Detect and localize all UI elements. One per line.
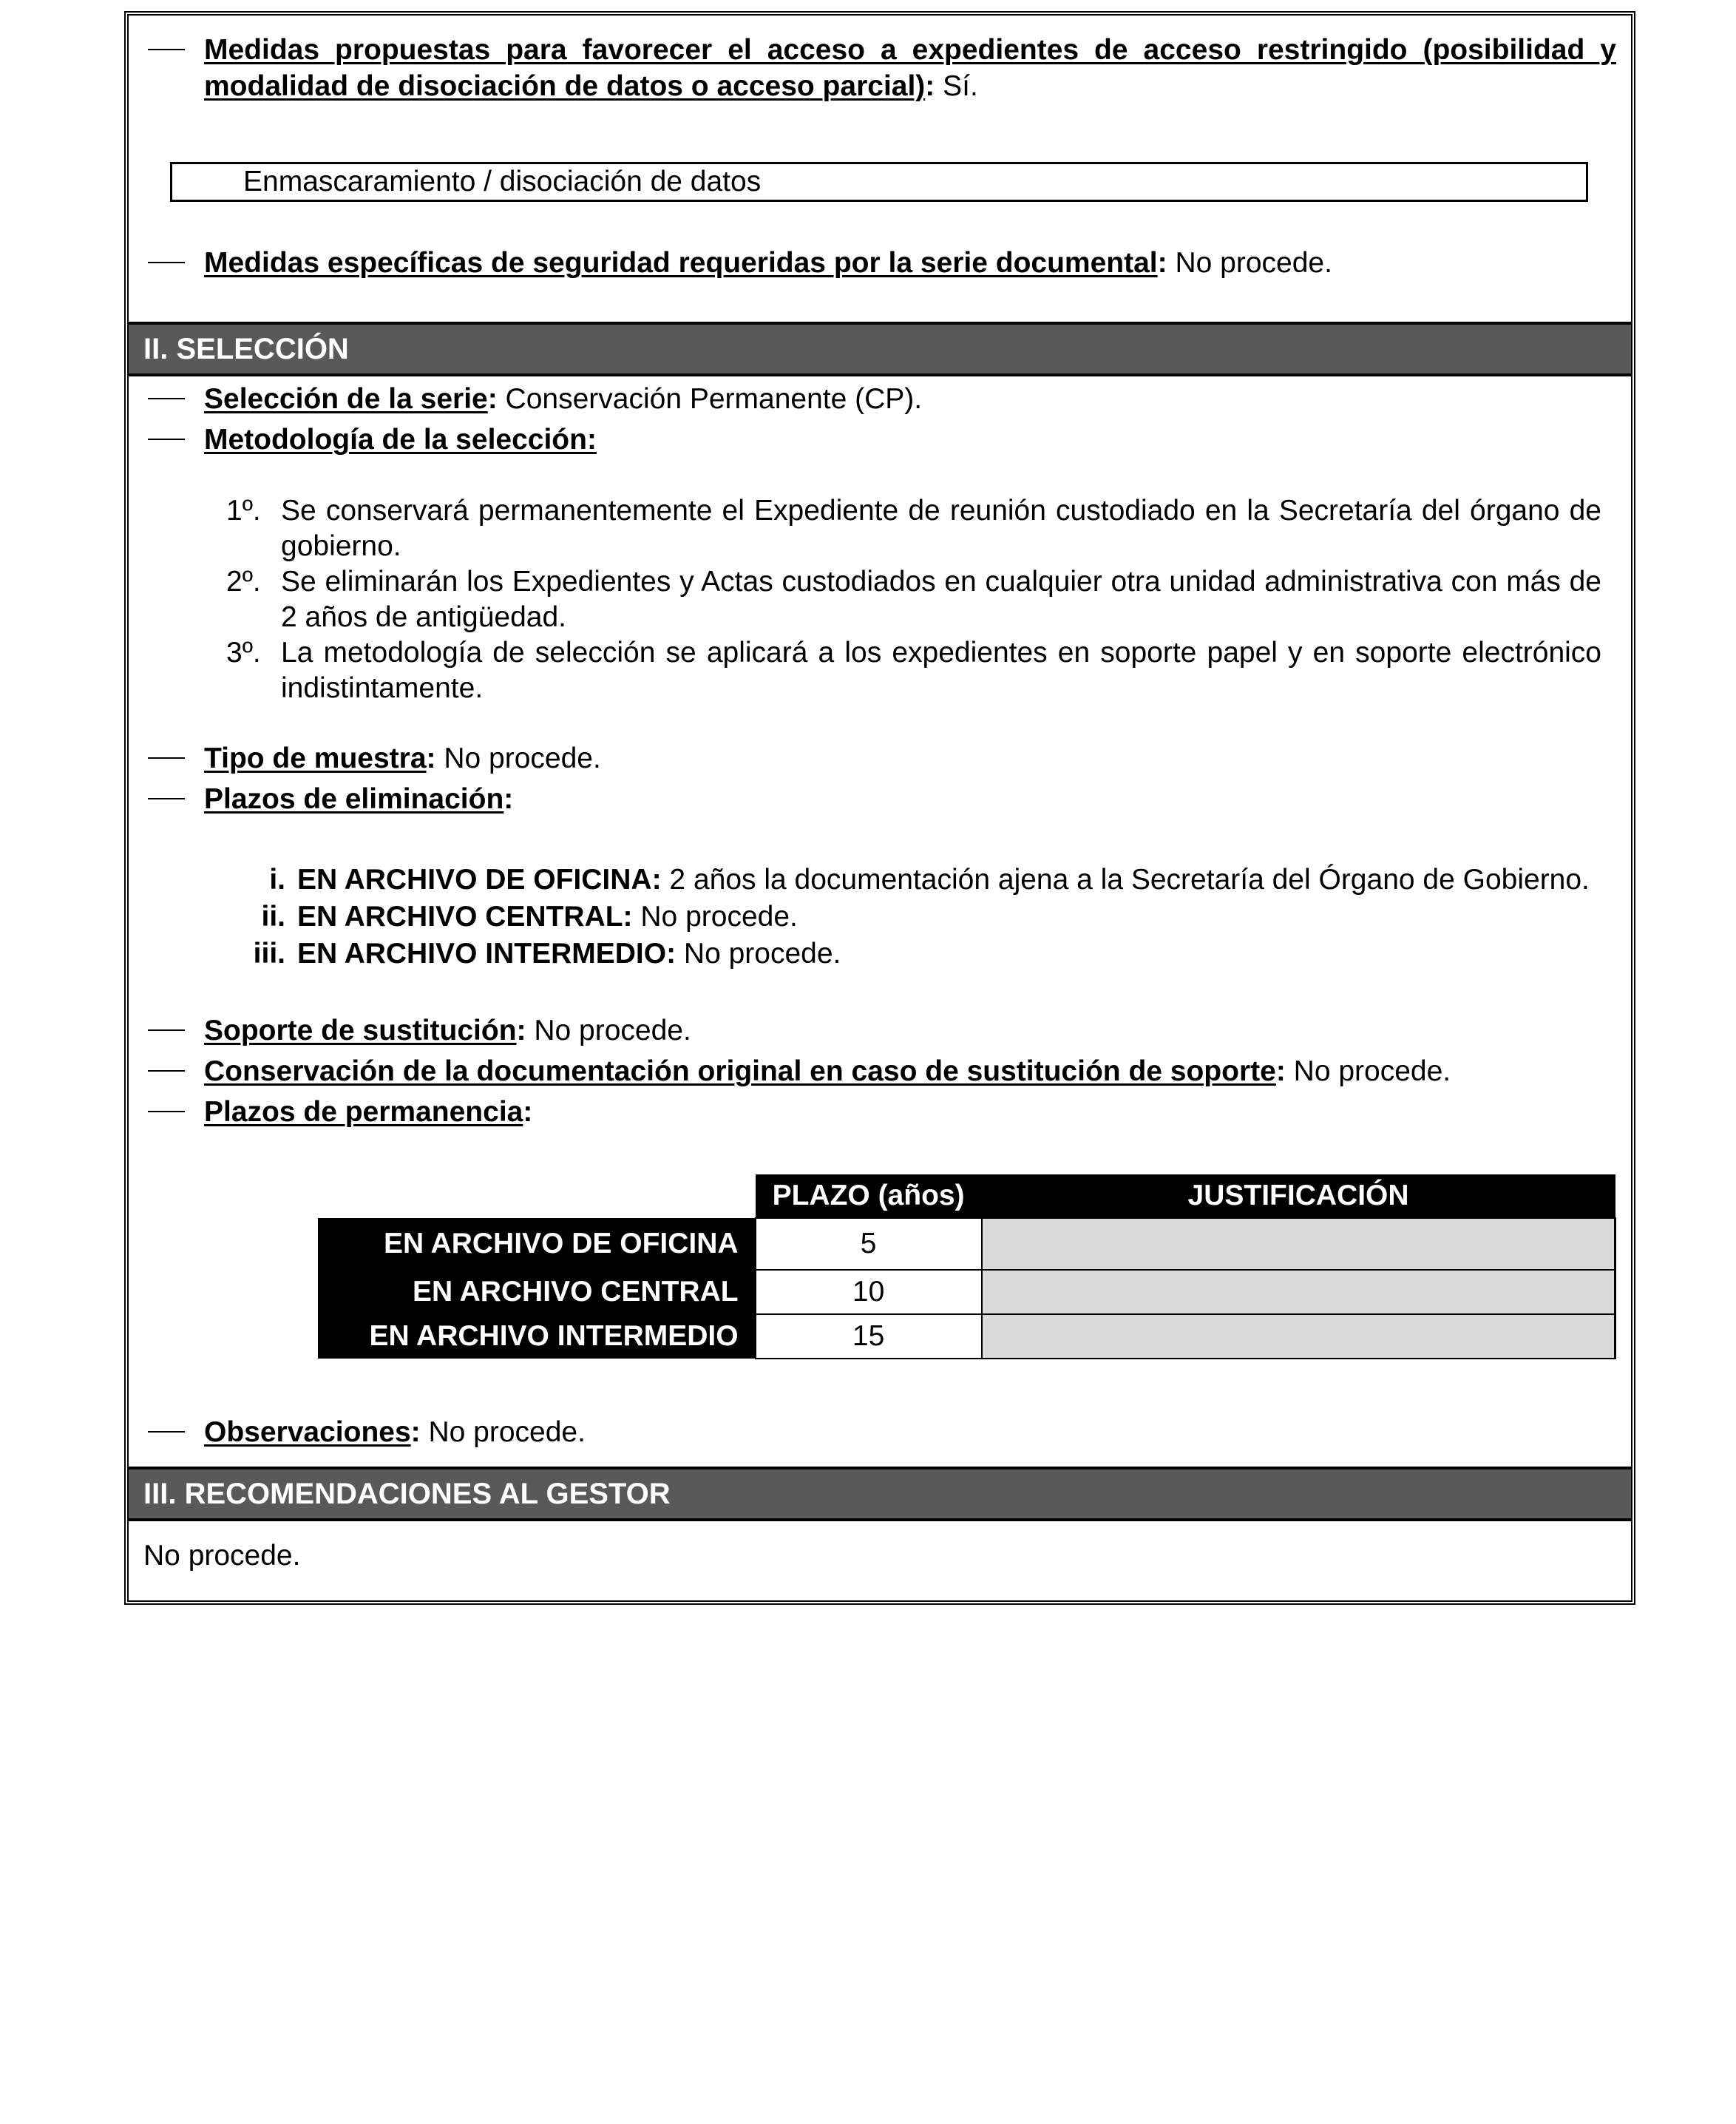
medidas-seguridad-item — [143, 245, 1616, 281]
list-text: No procede. — [676, 938, 841, 970]
list-number: iii. — [253, 938, 285, 970]
row-header: EN ARCHIVO INTERMEDIO — [318, 1314, 756, 1359]
field-value: Sí. — [935, 70, 978, 102]
field-value: No procede. — [435, 743, 601, 774]
list-label: EN ARCHIVO DE OFICINA: — [297, 864, 662, 896]
table-header-row — [318, 1174, 1615, 1218]
list-text: La metodología de selección se aplicará a los expedientes en soporte papel y en soporte electrónico indistintamente. — [281, 637, 1601, 704]
field-label: Plazos de eliminación — [204, 783, 504, 815]
row-header: EN ARCHIVO CENTRAL — [318, 1270, 756, 1314]
list-item — [226, 564, 1601, 635]
list-text: No procede. — [632, 901, 798, 933]
justificacion-cell — [982, 1218, 1615, 1270]
section-header-seleccion: II. SELECCIÓN — [129, 322, 1631, 376]
field-colon: : — [503, 783, 514, 815]
column-header-justificacion: JUSTIFICACIÓN — [982, 1174, 1615, 1218]
field-value: No procede. — [1285, 1055, 1451, 1087]
table-row — [318, 1270, 1615, 1314]
list-number: 2º. — [226, 566, 261, 598]
section-i-tail — [129, 16, 1631, 322]
dash-bullet-icon — [148, 32, 185, 68]
dash-bullet-icon — [148, 422, 185, 458]
list-item — [226, 635, 1601, 706]
field-label: Selección de la serie — [204, 383, 488, 415]
field-colon: : — [410, 1416, 421, 1448]
field-colon: : — [1157, 247, 1167, 279]
list-number: 1º. — [226, 495, 261, 527]
list-number: i. — [269, 864, 285, 896]
field-label: Medidas específicas de seguridad requeridas por la serie documental — [204, 247, 1158, 279]
document-frame — [124, 11, 1635, 1605]
field-value: Conservación Permanente (CP). — [497, 383, 923, 415]
field-colon: : — [426, 743, 436, 774]
seleccion-serie-item — [143, 381, 1616, 417]
field-label: Metodología de la selección: — [204, 424, 597, 456]
field-label: Plazos de permanencia — [204, 1096, 523, 1128]
observaciones-item — [143, 1414, 1616, 1450]
plazo-cell: 10 — [756, 1270, 982, 1314]
column-header-plazo: PLAZO (años) — [756, 1174, 982, 1218]
metodologia-item — [143, 422, 1616, 458]
recomendaciones-body: No procede. — [143, 1540, 301, 1572]
justificacion-cell — [982, 1314, 1615, 1359]
conservacion-original-item — [143, 1053, 1616, 1089]
field-colon: : — [1275, 1055, 1286, 1087]
list-item — [232, 936, 1601, 973]
list-text: Se eliminarán los Expedientes y Actas custodiados en cualquier otra unidad administrativa con más de 2 años de antigüedad. — [281, 566, 1601, 633]
table-row — [318, 1314, 1615, 1359]
field-value: No procede. — [420, 1416, 586, 1448]
field-colon: : — [516, 1015, 526, 1046]
field-value: No procede. — [526, 1015, 691, 1046]
list-item — [226, 493, 1601, 564]
dash-bullet-icon — [148, 1053, 185, 1089]
disociacion-box: Enmascaramiento / disociación de datos — [170, 162, 1588, 202]
list-label: EN ARCHIVO CENTRAL: — [297, 901, 633, 933]
table-corner — [318, 1174, 756, 1218]
plazos-permanencia-item — [143, 1094, 1616, 1130]
field-colon: : — [487, 383, 498, 415]
justificacion-cell — [982, 1270, 1615, 1314]
field-colon: : — [523, 1096, 533, 1128]
list-label: EN ARCHIVO INTERMEDIO: — [297, 938, 677, 970]
list-item — [232, 862, 1601, 899]
plazo-cell: 5 — [756, 1218, 982, 1270]
tipo-muestra-item — [143, 740, 1616, 777]
field-label: Medidas propuestas para favorecer el acceso a expedientes de acceso restringido (posibilidad y modalidad de disociación de datos o acceso parcial) — [204, 34, 1616, 102]
dash-bullet-icon — [148, 1012, 185, 1049]
permanencia-table — [318, 1174, 1616, 1359]
table-row — [318, 1218, 1615, 1270]
field-value: No procede. — [1167, 247, 1332, 279]
field-label: Soporte de sustitución — [204, 1015, 517, 1046]
field-label: Conservación de la documentación original en caso de sustitución de soporte — [204, 1055, 1276, 1087]
medidas-acceso-item — [143, 32, 1616, 104]
list-number: ii. — [261, 901, 285, 933]
list-text: 2 años la documentación ajena a la Secretaría del Órgano de Gobierno. — [661, 864, 1590, 896]
plazos-eliminacion-list — [232, 862, 1601, 973]
dash-bullet-icon — [148, 1094, 185, 1130]
dash-bullet-icon — [148, 781, 185, 817]
list-number: 3º. — [226, 637, 261, 669]
dash-bullet-icon — [148, 1414, 185, 1450]
soporte-sustitucion-item — [143, 1012, 1616, 1049]
list-text: Se conservará permanentemente el Expediente de reunión custodiado en la Secretaría del órgano de gobierno. — [281, 495, 1601, 562]
field-label: Tipo de muestra — [204, 743, 427, 774]
dash-bullet-icon — [148, 245, 185, 281]
section-seleccion — [129, 376, 1631, 1467]
field-colon: : — [925, 70, 935, 102]
metodologia-list — [226, 493, 1601, 706]
dash-bullet-icon — [148, 381, 185, 417]
row-header: EN ARCHIVO DE OFICINA — [318, 1218, 756, 1270]
dash-bullet-icon — [148, 740, 185, 777]
plazo-cell: 15 — [756, 1314, 982, 1359]
list-item — [232, 899, 1601, 936]
section-header-recomendaciones: III. RECOMENDACIONES AL GESTOR — [129, 1467, 1631, 1521]
field-label: Observaciones — [204, 1416, 411, 1448]
plazos-eliminacion-item — [143, 781, 1616, 817]
